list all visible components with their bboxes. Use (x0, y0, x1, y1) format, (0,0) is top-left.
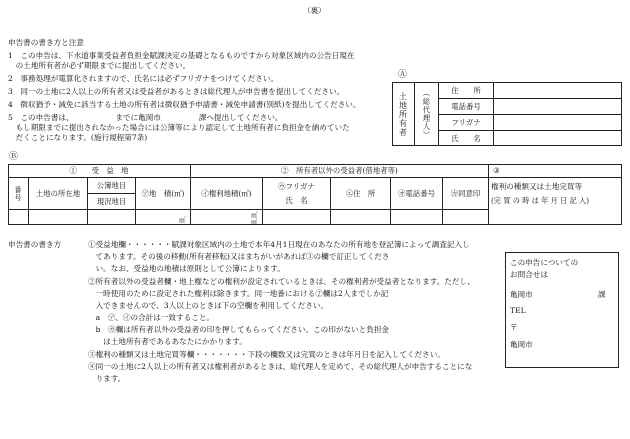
instruction-line: 1 この申告は、下水道事業受益者負担金賦課決定の基礎となるものですから対象区域内の公告日現在 (8, 51, 355, 60)
page-label: （裏） (303, 6, 326, 15)
guide-heading: 申告書の書き方 (8, 240, 62, 249)
name-label: 氏 名 (451, 133, 481, 143)
area-unit: ㎡ (179, 216, 186, 224)
section-b-mark: Ⓑ (9, 152, 19, 162)
group-rights-text2: (完 買 の 時 は 年 月 日 記 入) (491, 196, 590, 205)
owner-name-field[interactable] (494, 131, 621, 145)
contact-postal: 〒 (510, 323, 518, 332)
row-location-field[interactable] (29, 210, 86, 224)
col-address: ㋓住 所 (345, 188, 376, 198)
guide-line: ります。 (88, 374, 126, 383)
contact-line: お問合せは (510, 270, 548, 279)
instruction-line: 4 徴収猶予・減免に該当する土地の所有者は徴収猶予申請書・減免申請書(別紙)を提出してください。 (8, 100, 361, 109)
instruction-line: 2 事務処理が電算化されますので、氏名には必ずフリガナをつけてください。 (8, 74, 279, 83)
guide-line: ③権利の種類又は土地完買等欄・・・・・・・下段の欄数又は完買のときは年月日を記入してください。 (88, 350, 445, 359)
contact-city-address: 亀岡市 (510, 340, 533, 349)
guide-line: は土地所有者であるあなたにかかります。 (88, 337, 247, 346)
group-rights-num: ③ (493, 166, 500, 175)
owner-label: 土地所有者 (398, 91, 408, 137)
contact-tel: TEL (510, 306, 526, 315)
agent-label: （総代理人） (422, 88, 431, 140)
col-public-category: 公簿地目 (96, 180, 127, 190)
section-a-mark: Ⓐ (398, 70, 408, 80)
col-right-area: ㋑権利地積(㎡) (201, 188, 252, 198)
col-name: 氏 名 (285, 195, 308, 205)
col-area: ㋐地 積(㎡) (141, 188, 185, 198)
contact-line: この申告についての (510, 258, 579, 267)
owner-phone-field[interactable] (494, 99, 621, 113)
instructions (8, 38, 360, 143)
col-furigana: ㋒フリガナ (278, 181, 315, 191)
group-beneficiary-land: ① 受 益 地 (69, 166, 129, 175)
instruction-line: だくことになります。(施行規程第7条) (8, 133, 148, 142)
row-name-field[interactable] (263, 210, 329, 224)
contact-city: 亀岡市 (510, 290, 533, 299)
group-rights-text1: 権利の種類又は土地完買等 (491, 182, 583, 191)
col-location: 土地の所在地 (35, 188, 81, 198)
right-area-unit: ㎡ (251, 211, 258, 219)
col-number: 番号 (14, 186, 22, 202)
col-current-category: 現況地目 (96, 196, 127, 206)
col-consent-seal: ㋕同意印 (450, 188, 481, 198)
instruction-line: 5 この申告書は、 までに亀岡市 課へ提出してください。 (8, 113, 283, 122)
row-rights-field[interactable] (489, 210, 621, 224)
guide-line: a ㋐、㋑の合計は一致すること。 (88, 313, 215, 322)
right-area-unit: ㎡ (251, 218, 258, 226)
contact-dept: 課 (598, 290, 606, 299)
guide-line: てあります。その後の移動(所有者移転)又はまちがいがあれば③の欄で訂正してくださ (88, 252, 390, 261)
owner-furigana-field[interactable] (494, 115, 621, 129)
instruction-line: もし期限までに提出されなかった場合には公簿等により認定して土地所有者に負担金を納めていた (8, 123, 350, 132)
guide-line: い。なお、受益地の地積は原則として公簿によります。 (88, 264, 285, 273)
row-number-field[interactable] (9, 210, 27, 224)
furigana-label: フリガナ (451, 117, 481, 127)
guide-line: ④同一の土地に2人以上の所有者又は権利者があるときは、総代理人を定めて、その総代理人が申告することにな (88, 362, 473, 371)
instructions-heading: 申告書の書き方と注意 (8, 38, 84, 47)
guide (88, 240, 475, 384)
guide-line: 一時使用のために設定された権利は除きます。同一地番における②欄は2人までしか記 (88, 289, 389, 298)
instruction-line: 3 同一の土地に2人以上の所有者又は受益者があるときは総代理人が申告書を提出してください。 (8, 87, 345, 96)
owner-address-field[interactable] (494, 83, 621, 97)
guide-line: ②所有者以外の受益者欄・地上権などの権利が設定されているときは、その権利者が受益者となります。ただし、 (88, 277, 475, 286)
guide-line: b ㋕欄は所有者以外の受益者の印を押してもらってください。この印がないと負担金 (88, 325, 390, 334)
address-label: 住 所 (451, 85, 481, 95)
guide-line: 入できませんので、3人以上のときは下の空欄を利用してください。 (88, 301, 329, 310)
instruction-line: の土地所有者が必ず期限までに提出してください。 (8, 61, 191, 70)
phone-label: 電話番号 (451, 101, 481, 111)
guide-line: ①受益地欄・・・・・・賦課対象区域内の土地で本年4月1日現在のあなたの所有地を登記簿によって調査記入し (88, 240, 470, 249)
col-phone: ㋔電話番号 (398, 188, 435, 198)
group-other-beneficiary: ② 所有者以外の受益者(借地者等) (281, 166, 398, 175)
